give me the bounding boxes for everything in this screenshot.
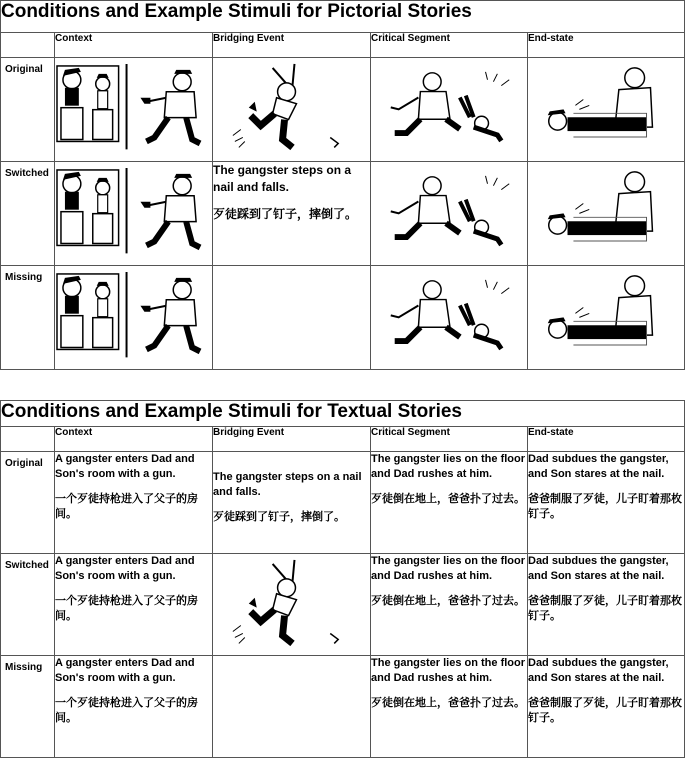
pictorial-stimuli-table [0, 0, 685, 370]
context-illustration [55, 58, 213, 162]
bridging-text-en: The gangster steps on a nail and falls. [213, 471, 362, 498]
critical-text-zh: 歹徒倒在地上，爸爸扑了过去。 [371, 697, 525, 709]
end-state-text-cell [528, 452, 685, 554]
critical-text-en: The gangster lies on the floor and Dad rushes at him. [371, 453, 526, 480]
header-bridging-event: Bridging Event [213, 33, 371, 58]
pictorial-table-title: Conditions and Example Stimuli for Pictorial Stories [1, 1, 685, 33]
critical-illustration [371, 266, 528, 370]
row-label-missing: Missing [1, 656, 55, 758]
row-label-missing: Missing [1, 266, 55, 370]
bridging-text-zh: 歹徒踩到了钉子，摔倒了。 [213, 207, 358, 221]
context-text-en: A gangster enters Dad and Son's room with a gun. [55, 657, 195, 684]
header-end-state: End-state [528, 33, 685, 58]
bridging-text-zh: 歹徒踩到了钉子，摔倒了。 [213, 511, 345, 523]
bridging-empty-cell [213, 656, 371, 758]
end-state-text-en: Dad subdues the gangster, and Son stares at the nail. [528, 453, 669, 480]
header-empty [1, 33, 55, 58]
header-empty [1, 427, 55, 452]
critical-text-zh: 歹徒倒在地上，爸爸扑了过去。 [371, 493, 525, 505]
context-text-zh: 一个歹徒持枪进入了父子的房间。 [55, 595, 198, 622]
context-text-cell [55, 656, 213, 758]
critical-text-en: The gangster lies on the floor and Dad rushes at him. [371, 657, 526, 684]
bridging-illustration [213, 554, 371, 656]
end-state-text-zh: 爸爸制服了歹徒，儿子盯着那枚钉子。 [528, 595, 682, 622]
bridging-illustration [213, 58, 371, 162]
header-context: Context [55, 427, 213, 452]
header-context: Context [55, 33, 213, 58]
row-label-original: Original [1, 58, 55, 162]
context-text-cell [55, 452, 213, 554]
bridging-empty-cell [213, 266, 371, 370]
bridging-text-en: The gangster steps on a nail and falls. [213, 163, 352, 194]
end-state-text-zh: 爸爸制服了歹徒，儿子盯着那枚钉子。 [528, 697, 682, 724]
context-illustration [55, 162, 213, 266]
header-end-state: End-state [528, 427, 685, 452]
context-text-cell [55, 554, 213, 656]
bridging-text-cell [213, 162, 371, 266]
header-critical-segment: Critical Segment [371, 427, 528, 452]
end-state-illustration [528, 266, 685, 370]
bridging-text-cell [213, 452, 371, 554]
row-label-original: Original [1, 452, 55, 554]
textual-stimuli-table [0, 400, 685, 758]
end-state-illustration [528, 162, 685, 266]
context-text-en: A gangster enters Dad and Son's room with a gun. [55, 555, 195, 582]
header-bridging-event: Bridging Event [213, 427, 371, 452]
critical-illustration [371, 58, 528, 162]
header-critical-segment: Critical Segment [371, 33, 528, 58]
row-label-switched: Switched [1, 554, 55, 656]
end-state-illustration [528, 58, 685, 162]
context-text-en: A gangster enters Dad and Son's room with a gun. [55, 453, 195, 480]
row-label-switched: Switched [1, 162, 55, 266]
end-state-text-cell [528, 554, 685, 656]
end-state-text-en: Dad subdues the gangster, and Son stares at the nail. [528, 555, 669, 582]
critical-text-cell [371, 554, 528, 656]
context-text-zh: 一个歹徒持枪进入了父子的房间。 [55, 697, 198, 724]
end-state-text-zh: 爸爸制服了歹徒，儿子盯着那枚钉子。 [528, 493, 682, 520]
end-state-text-en: Dad subdues the gangster, and Son stares at the nail. [528, 657, 669, 684]
end-state-text-cell [528, 656, 685, 758]
critical-illustration [371, 162, 528, 266]
context-text-zh: 一个歹徒持枪进入了父子的房间。 [55, 493, 198, 520]
critical-text-cell [371, 656, 528, 758]
textual-table-title: Conditions and Example Stimuli for Textual Stories [1, 401, 685, 427]
critical-text-zh: 歹徒倒在地上，爸爸扑了过去。 [371, 595, 525, 607]
critical-text-cell [371, 452, 528, 554]
critical-text-en: The gangster lies on the floor and Dad rushes at him. [371, 555, 526, 582]
context-illustration [55, 266, 213, 370]
